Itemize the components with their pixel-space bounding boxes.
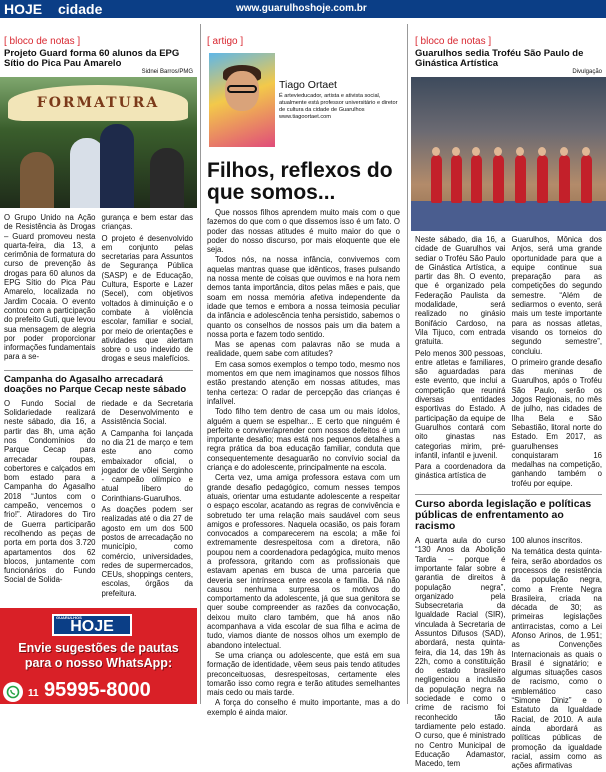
story-paragraph: Guarulhos, Mônica dos Anjos, será uma grande oportunidade para que a equipe continue sua preparação para as competições do segundo semestre. “Além de sediarmos o evento, será mais um teste importante para as nossas atletas, visando os torneios do segundo semestre”, concluiu.	[511, 235, 602, 356]
story-paragraph: Para a coordenadora da ginástica artística de	[415, 462, 506, 481]
article-paragraph: Todo filho tem dentro de casa um ou mais ídolos, alguém a quem se espelhar... E certo que ninguém é perfeito e conviver/aprender com nossos defeitos é um importante desafio; mas está nos pequenos detalhes a regra prática da boa educação familiar, conduta que consequentemente desaguarão no convívio social da criança e do adolescente, principalmente na escola.	[207, 407, 400, 473]
gymnastics-photo	[411, 77, 606, 231]
story-paragraph: Pelo menos 300 pessoas, entre atletas e familiares, são aguardadas para este evento, que inclui a competição que reunirá diversas entidades esportivas do Estado. A participação da equipe de Guarulhos contará com oito ginastas nas categorias mirim, pré-infantil, infantil e juvenil.	[415, 348, 506, 460]
person-figure	[20, 152, 54, 208]
gymnast-head	[516, 147, 524, 156]
right-column	[411, 24, 606, 771]
divider	[4, 370, 193, 371]
middle-column	[203, 24, 404, 717]
section-tag: [ artigo ]	[207, 36, 244, 47]
graduation-photo	[0, 77, 197, 208]
author-bio: É artevieducador, artista e ativista social, atualmente está professor universitário e diretor de cultura da cidade de Guarulhos www.tiagoortaet.com	[279, 93, 398, 120]
article-paragraph: Mas se apenas com palavras não se muda a realidade, quem sabe com atitudes?	[207, 340, 400, 359]
person-figure	[100, 124, 134, 208]
ad-cta: Envie sugestões de pautas para o nosso WhatsApp:	[18, 641, 179, 670]
gymnast-figure	[431, 155, 442, 203]
article-body	[203, 208, 404, 717]
section-title: cidade	[58, 1, 103, 17]
gymnast-figure	[471, 155, 482, 203]
photo-credit: Sidnei Barros/PMG	[141, 69, 193, 75]
brand-logo: HOJE	[4, 1, 43, 17]
gymnast-figure	[493, 155, 504, 203]
gymnast-head	[432, 147, 440, 156]
gymnast-head	[538, 147, 546, 156]
gymnast-figure	[581, 155, 592, 203]
phone-ddd: 11	[28, 688, 39, 699]
divider	[415, 494, 602, 495]
gymnast-head	[582, 147, 590, 156]
gymnast-figure	[451, 155, 462, 203]
story-racism-course	[411, 536, 606, 772]
story-paragraph: A Campanha foi lançada no dia 21 de março e tem este ano como embaixador oficial, o jogador de vôlei Serginho - campeão olímpico e atual líbero do Corinthians-Guarulhos.	[101, 428, 193, 503]
author-glasses	[227, 85, 257, 93]
story-paragraph: Na temática desta quinta-feira, serão abordados os processos de resistência da população negra, como a Frente Negra Brasileira, criada na década de 30; as primeiras legislações antirracistas, como a Lei Afonso Arinos, de 1.951; as Convenções Internacionais as quais o Brasil é signatário; e algumas situações casos de racismo, como o emblemático caso “Simone Diniz” e o Estatuto da Igualdade Racial, de 2010. A aula ainda abordará as políticas públicas de promoção da igualdade racial, assim como as ações afirmativas	[511, 547, 602, 771]
article-paragraph: Que nossos filhos aprendem muito mais com o que fazemos do que com o que dissemos isso é um fato. O poder das nossas atitudes é muito maior do que o poder do nosso discurso, por mais eloquente que ele seja.	[207, 208, 400, 255]
graduation-banner: FORMATURA	[8, 85, 188, 121]
story-campaign	[0, 399, 197, 600]
headline-gymnastics: Guarulhos sedia Troféu São Paulo de Ginástica Artística	[415, 48, 584, 69]
story-paragraph: gurança e bem estar das crianças.	[101, 213, 193, 232]
person-figure	[70, 138, 104, 208]
phone-number[interactable]: 95995-8000	[44, 679, 151, 701]
article-paragraph: Certa vez, uma amiga professora estava com um grande desafio pedagógico, comum nesses tempos atuais, orientar uma estudante adolescente a respeitar o espaço escolar, acatando as regras de convivência e sobretudo ter uma relação mais saudável com seus amigos e professores. Naquela ocasião, os pais foram convocados a comparecerem na escola; a mãe foi extremamente desrespeitosa com a diretora, não poupou nem a coordenadora pedagógica, muito menos a professora, gritando com as profissionais que estavam apenas em busca de uma parceria que deveria ser intrínseca entre escola e família. Dá não causou nenhuma surpresa os motivos do comportamento da adolescente, já que sua genitora se quer soube compreender as razões da convocação, deixou muito claro também, que há anos não acompanhava a vida escolar de sua filha e acima de tudo, viamos diante de nossos olhos um exemplo de abandono intelectual.	[207, 473, 400, 650]
newspaper-logo	[52, 614, 132, 636]
article-headline: Filhos, reflexos do que somos...	[207, 159, 393, 204]
article-paragraph: Se uma criança ou adolescente, que está em sua formação de identidade, vêem seus pais tendo atitudes preconceituosas, desrespeitosas, certamente eles tomarão isso como regra e terão atitudes semelhantes mais cedo ou mais tarde.	[207, 650, 400, 698]
left-column	[0, 24, 197, 704]
story-paragraph: A quarta aula do curso “130 Anos da Abolição Tardia – porque é importante falar sobre a garantia de direitos à população negra”, organizado pela Subsecretaria da Igualdade Racial (SIR), vinculada à Secretaria de Assuntos Difusos (SAD), abordará, nesta quinta-feira, dia 14, das 19h às 22h, como a constituição do estado brasileiro negligenciou a inclusão da população negra na sociedade e como o crime de racismo foi reconhecido tão tardiamente pelo estado. O curso, que é ministrado no Centro Municipal de Educação Adamastor, Macedo, tem	[415, 536, 506, 769]
story-paragraph: O projeto é desenvolvido em conjunto pelas secretarias para Assuntos de Segurança Pública (SASP) e de Educação, Cultura, Esporte e Lazer (Secel), com objetivos voltados à diminuição e o combate à violência escolar, familiar e social, por meio de orientações e atividades que alertam sobre o uso indevido de drogas e seus malefícios.	[101, 233, 193, 364]
gymnast-figure	[537, 155, 548, 203]
section-tag: [ bloco de notas ]	[415, 36, 492, 47]
logo-text: HOJE	[70, 618, 114, 635]
author-name: Tiago Ortaet	[279, 79, 337, 91]
story-paragraph: As doações podem ser realizadas até o dia 27 de agosto em um dos 500 postos de arrecadação no município, como comércio, universidades, redes de supermercados, CEUs, shoppings centers, escolas, órgãos da prefeitura.	[101, 505, 193, 598]
photo-credit: Divulgação	[572, 69, 602, 75]
site-url[interactable]: www.guarulhoshoje.com.br	[236, 3, 367, 14]
article-paragraph: A força do conselho é muito importante, mas a do exemplo é ainda maior.	[207, 698, 400, 717]
gymnast-head	[472, 147, 480, 156]
author-photo	[209, 53, 275, 147]
column-divider	[407, 24, 408, 704]
story-paragraph: riedade e da Secretaria de Desenvolvimento e Assistência Social.	[101, 398, 193, 427]
story-paragraph: O Fundo Social de Solidariedade realizará neste sábado, dia 16, a partir das 8h, uma ação nos Condomínios do Parque Cecap para arrecadar roupas, cobertores e calçados em bom estado para a Campanha do Agasalho 2018 “Juntos com o campeão, vencemos o frio!”. Atiradores do Tiro de Guerra participarão recolhendo as peças de porta em porta dos 3.720 apartamentos dos 62 blocos, juntamente com funcionários do Fundo Social de Solida-	[4, 398, 96, 585]
gym-floor	[411, 201, 606, 231]
headline-campaign: Campanha do Agasalho arrecadará doações no Parque Cecap neste sábado	[4, 373, 187, 395]
headline-graduation: Projeto Guard forma 60 alunos da EPG Sítio do Pica Pau Amarelo	[4, 48, 180, 69]
article-paragraph: Em casa somos exemplos o tempo todo, mesmo nos momentos em que nem imaginamos que nossos filhos estão prestando atenção em nossas atitudes, mas tenha certeza: O radar de percepção das crianças é infalível.	[207, 359, 400, 406]
story-graduation	[0, 213, 197, 366]
headline-racism-course: Curso aborda legislação e políticas públicas de enfrentamento ao racismo	[415, 498, 592, 533]
gymnast-head	[452, 147, 460, 156]
whatsapp-icon	[3, 682, 23, 702]
author-box	[203, 53, 404, 156]
article-paragraph: Todos nós, na nossa infância, convivemos com aquelas mantras quase que idênticos, frases pulsando na nossa mente de coisas que ouvimos e na hora nem demos tanta importância, ditos pelas mães e pais, que soam em nossa memória afetiva independente da idade que temos e embora a nossa teimosia peculiar da infância e adolescência tenha persistido, sabemos o quanto os conselhos de nossos pais um dia batem a nossa porta e fazem todo sentido.	[207, 255, 400, 339]
whatsapp-ad[interactable]	[0, 608, 197, 704]
gymnast-figure	[559, 155, 570, 203]
column-divider	[200, 24, 201, 704]
story-gymnastics	[411, 235, 606, 490]
gymnast-head	[560, 147, 568, 156]
gymnast-head	[494, 147, 502, 156]
logo-small-text: GUARULHOS	[56, 615, 82, 620]
story-paragraph: Neste sábado, dia 16, a cidade de Guarulhos vai sediar o Troféu São Paulo de Ginástica Artística, a partir das 8h. O evento, que é organizado pela Federação Paulista da modalidade, será realizado no ginásio Bonifácio Cardoso, na Vila Tijuco, com entrada gratuita.	[415, 235, 506, 347]
story-paragraph: O primeiro grande desafio das meninas de Guarulhos, após o Troféu São Paulo, serão os Jogos Regionais, no mês de julho, nas cidades de Ilha Bela e São Sebastião, litoral norte do Estado. Em 2017, as guarulhenses conquistaram 16 medalhas na competição, ganhando também o troféu por equipe.	[511, 357, 602, 488]
story-paragraph: 100 alunos inscritos.	[511, 536, 583, 546]
story-paragraph: O Grupo Unido na Ação de Resistência às Drogas – Guard promoveu nesta quarta-feira, dia 13, a cerimônia de formatura do curso de prevenção às drogas para 60 alunos da EPG Sítio do Pica Pau Amarelo, localizada no Jardim Cocaia. O evento contou com a participação do prefeito Guti, que levou sua mensagem de alegria por poder proporcionar informações fundamentais para a se-	[4, 213, 96, 362]
header-bar	[0, 0, 606, 18]
gymnast-figure	[515, 155, 526, 203]
person-figure	[150, 148, 184, 208]
section-tag: [ bloco de notas ]	[4, 36, 81, 47]
